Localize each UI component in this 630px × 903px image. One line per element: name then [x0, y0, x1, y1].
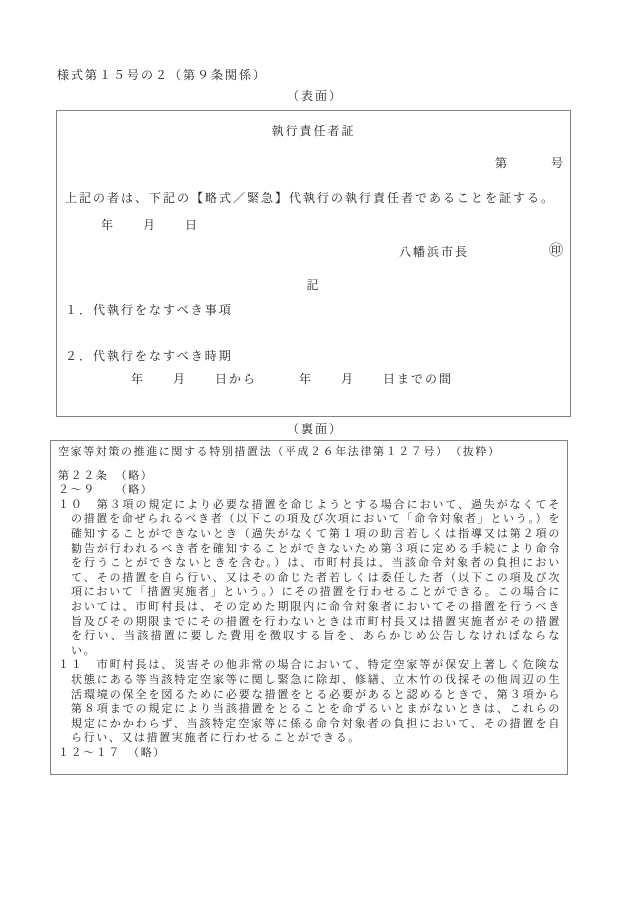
certificate-statement: 上記の者は、下記の【略式／緊急】代執行の執行責任者であることを証する。 — [65, 191, 556, 205]
paragraphs-2-9-omitted: ２～９ （略） — [58, 484, 154, 497]
back-side-label: （裏面） — [286, 422, 343, 436]
front-side-label: （表面） — [286, 89, 343, 103]
item-matters: １．代執行をなすべき事項 — [65, 303, 233, 317]
mayor-signature-line — [399, 244, 563, 260]
paragraph-10: １０ 第３項の規定により必要な措置を命じようとする場合において、過失がなくてその措置を命ぜられるべき者（以下この項及び次項において「命令対象者」という。）を確知することができないとき（過失がなくて第１項の助言若しくは指導又は第２項の勧告が行われるべき者を確知することができないため第３項に定める手続により命令を行うことができないときを含む。）は、市町村長は、当該命令対象者の負担において、その措置を自ら行い、又はその命じた者若しくは委任した者（以下この項及び次項において「措置実施者」という。）にその措置を行わせることができる。この場合においては、市町村長は、その定めた期限内に命令対象者においてその措置を行うべき旨及びその期限までにその措置を行わないときは市町村長又は措置実施者がその措置を行い、当該措置に要した費用を徴収する旨を、あらかじめ公告しなければならない。 — [58, 498, 561, 657]
paragraph-11: １１ 市町村長は、災害その他非常の場合において、特定空家等が保安上著しく危険な状態にある等当該特定空家等に関し緊急に除却、修繕、立木竹の伐採その他周辺の生活環境の保全を図るために必要な措置をとる必要があると認めるときで、第３項から第８項までの規定により当該措置をとることを命ずるいとまがないときは、これらの規定にかかわらず、当該特定空家等に係る命令対象者の負担において、その措置を自ら行い、又は措置実施者に行わせることができる。 — [58, 659, 561, 745]
front-certificate-box — [56, 110, 571, 417]
article-line: 第２２条 （略） — [58, 469, 154, 482]
period-date-line: 年 月 日から 年 月 日までの間 — [131, 372, 454, 386]
mayor-name: 八幡浜市長 — [399, 245, 470, 259]
record-label: 記 — [306, 278, 321, 292]
back-statute-box — [50, 440, 568, 775]
form-number: 様式第１５号の２（第９条関係） — [57, 68, 268, 82]
paragraphs-12-17-omitted: １２～１７ （略） — [58, 746, 166, 759]
issue-date-line: 年 月 日 — [101, 218, 200, 232]
law-title: 空家等対策の推進に関する特別措置法（平成２６年法律第１２７号） （抜粋） — [58, 446, 501, 458]
seal-icon: ㊞ — [549, 244, 563, 259]
item-period: ２．代執行をなすべき時期 — [65, 349, 233, 363]
certificate-title: 執行責任者証 — [271, 124, 356, 138]
certificate-number-line: 第 号 — [494, 156, 565, 170]
